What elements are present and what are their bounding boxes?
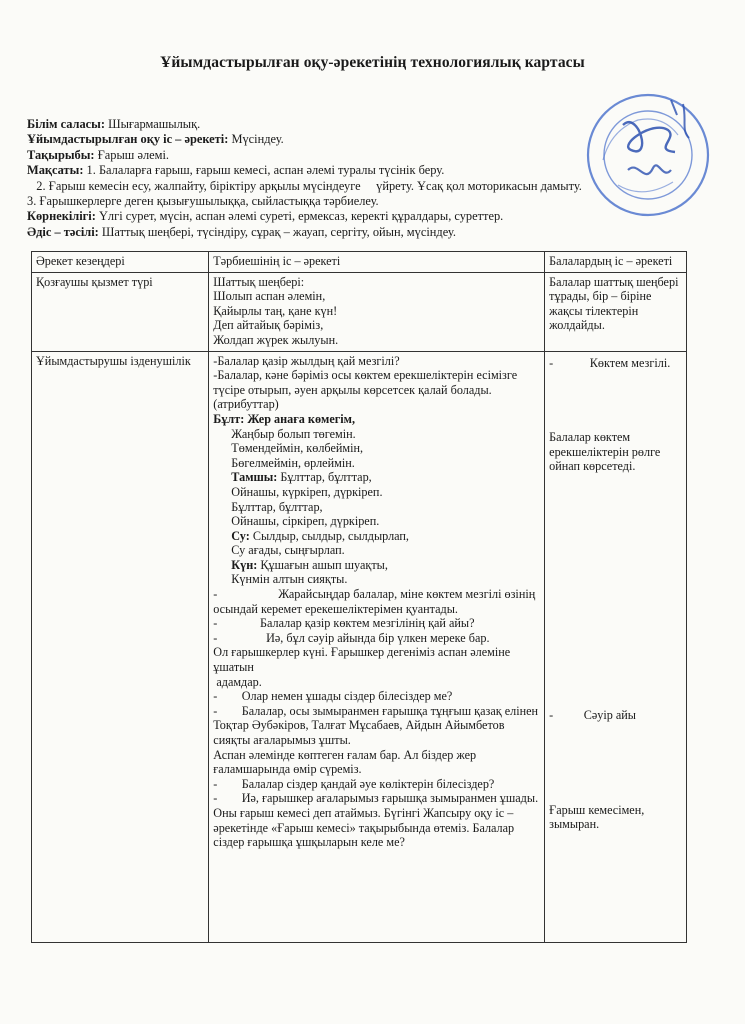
table-row [32,351,687,942]
meta-field: 3. Ғарышкерлерге деген қызығушылыққа, сыйластыққа тәрбиелеу. [27,194,379,209]
table-header: Әрекет кезеңдері [32,252,209,273]
meta-field: Мақсаты: 1. Балаларға ғарыш, ғарыш кемесі, аспан әлемі туралы түсінік беру. [27,163,445,178]
table-header-row [32,252,687,273]
table-header: Балалардың іс – әрекеті [545,252,687,273]
teacher-cell: Шаттық шеңбері: Шолып аспан әлемін, Қайырлы таң, қане күн! Деп айтайық бәріміз, Жолдап жүрек жылуын. [209,272,545,351]
children-cell: - Көктем мезгілі. Балалар көктем ерекшеліктерін рөлге ойнап көрсетеді. - Сәуір айы Ғарыш кемесімен, зымыран. [545,351,687,942]
meta-field: Көрнекілігі: Үлгі сурет, мүсін, аспан әлемі суреті, ермексаз, керекті құралдары, суреттер. [27,209,504,224]
stage-cell: Қозғаушы қызмет түрі [32,272,209,351]
meta-field: Ұйымдастырылған оқу іс – әрекеті: Мүсіндеу. [27,132,284,147]
meta-field: Тақырыбы: Ғарыш әлемі. [27,147,170,162]
table-header: Тәрбиешінің іс – әрекеті [209,252,545,273]
seal-stamp-icon [583,90,713,220]
lesson-plan-table [31,251,687,943]
children-cell: Балалар шаттық шеңбері тұрады, бір – біріне жақсы тілектерін жолдайды. [545,272,687,351]
table-row [32,272,687,351]
meta-field: 2. Ғарыш кемесін есу, жалпайту, біріктіру арқылы мүсіндеуге үйрету. Ұсақ қол моторикасын дамыту. [27,178,582,193]
meta-field: Әдіс – тәсілі: Шаттық шеңбері, түсіндіру, сұрақ – жауап, сергіту, ойын, мүсіндеу. [27,224,456,239]
teacher-cell: -Балалар қазір жылдың қай мезгілі? -Балалар, кәне бәріміз осы көктем ерекшеліктерін есімізге түсіре отырып, әуен арқылы көрсетсек қалай болады. (атрибуттар) Бұлт: Жер анаға көмегім, Жаңбыр болып төгемін. Төмендеймін, көлбеймін, Бөгелмеймін, өрлеймін. Тамшы: Бұлттар, бұлттар, Ойнашы, күркіреп, дүркіреп. Бұлттар, бұлттар, Ойнашы, сіркіреп, дүркіреп. Су: Сылдыр, сылдыр, сылдырлап, Су ағады, сыңғырлап. Күн: Құшағын ашып шуақты, Күнмін алтын сияқты. - Жарайсыңдар балалар, міне көктем мезгілі өзінің осындай керемет ерекешеліктерімен қуантады. - Балалар қазір көктем мезгілінің қай айы? - Иә, бұл сәуір айында бір үлкен мереке бар. Ол ғарышкерлер күні. Ғарышкер дегеніміз аспан әлеміне ұшатын адамдар. - Олар немен ұшады сіздер білесіздер ме? - Балалар, осы зымыранмен ғарышқа тұңғыш қазақ елінен Тоқтар Әубәкіров, Талғат Мұсабаев, Айдын Айымбетов сияқты ағаларымыз ұшты. Аспан әлемінде көптеген ғалам бар. Ал біздер жер ғаламшарында өмір сүреміз. - Балалар сіздер қандай әуе көліктерін білесіздер? - Иә, ғарышкер ағаларымыз ғарышқа зымыранмен ұшады. Оны ғарыш кемесі деп атаймыз. Бүгінгі Жапсыру оқу іс – әрекетінде «Ғарыш кемесі» тақырыбында өтеміз. Балалар сіздер ғарышқа ұшқыларын келе ме? [209,351,545,942]
meta-field: Білім саласы: Шығармашылық. [27,117,201,131]
page-title: Ұйымдастырылған оқу-әрекетінің технологиялық картасы [160,54,585,71]
stage-cell: Ұйымдастырушы ізденушілік [32,351,209,942]
